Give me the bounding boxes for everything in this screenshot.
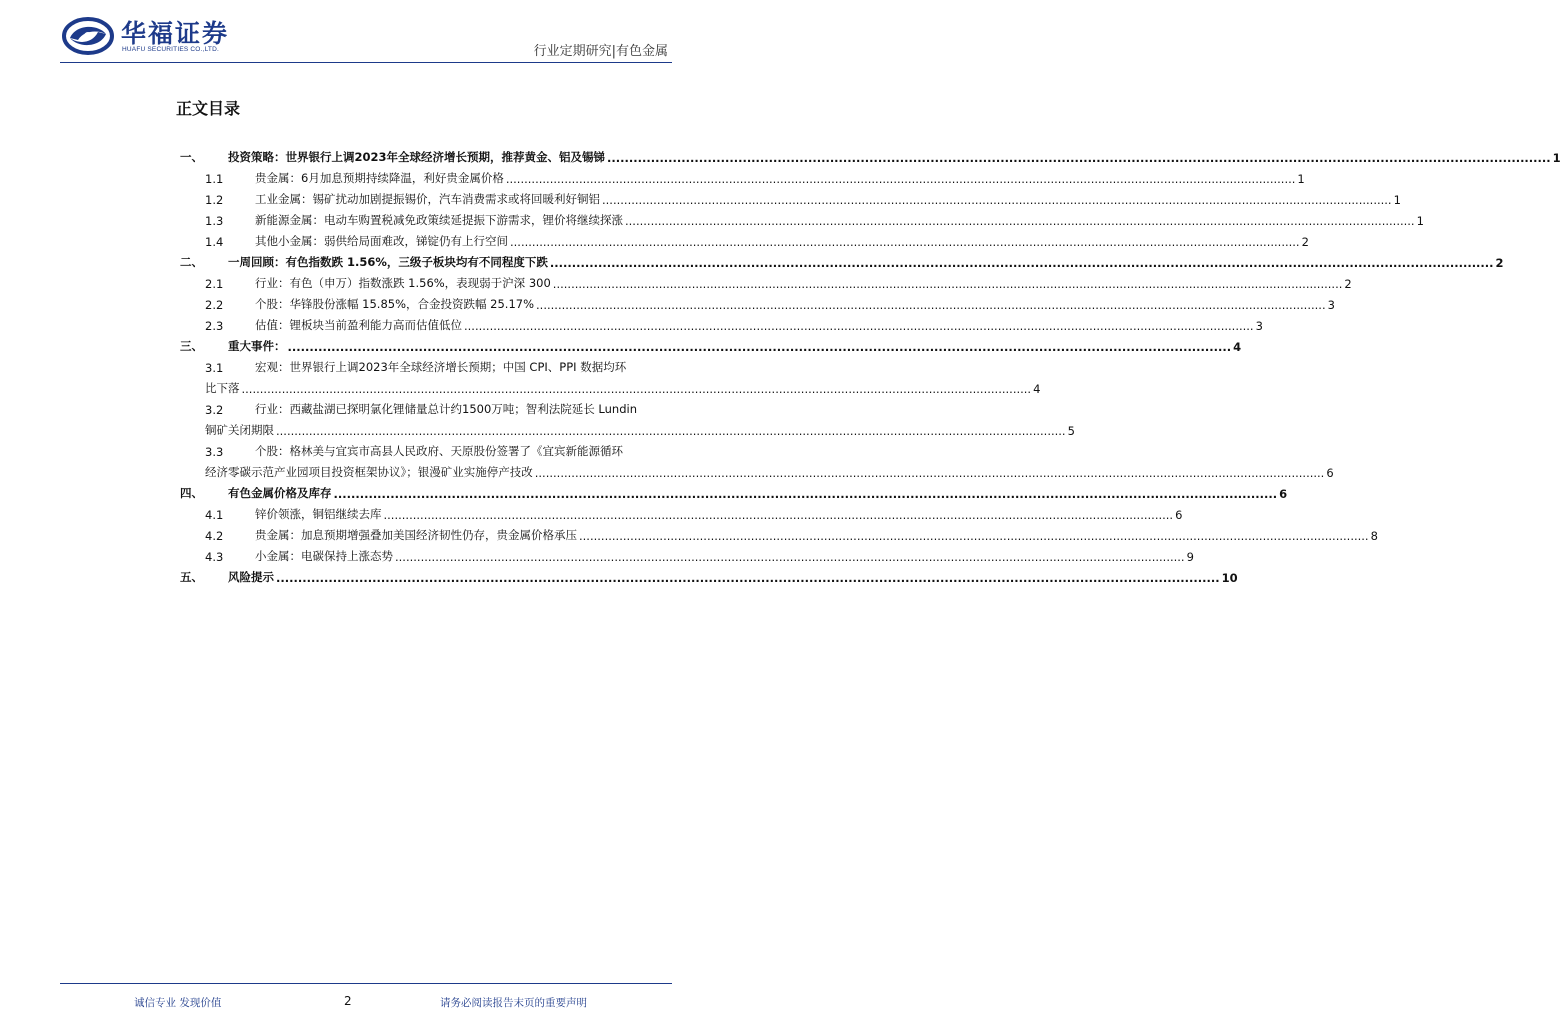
toc-entry-page: 10 — [1221, 571, 1238, 585]
toc-entry-page: 1 — [1297, 172, 1305, 186]
toc-leader-dots — [276, 571, 1220, 585]
toc-entry-text: 投资策略：世界银行上调2023年全球经济增长预期，推荐黄金、铝及锡锑 — [228, 150, 606, 164]
toc-entry-number: 2.2 — [205, 298, 224, 312]
toc-leader-dots — [579, 529, 1369, 543]
toc-leader-dots — [625, 214, 1415, 228]
toc-entry-text: 行业：有色（申万）指数涨跌 1.56%，表现弱于沪深 300 — [255, 276, 551, 290]
toc-leader-dots — [242, 382, 1032, 396]
toc-entry-number: 五、 — [180, 570, 203, 584]
header-divider — [60, 62, 672, 63]
toc-section-entry[interactable] — [180, 144, 1561, 165]
toc-entry[interactable] — [180, 228, 1309, 249]
toc-entry-page: 6 — [1279, 487, 1288, 501]
footer-page-number: 2 — [344, 994, 352, 1008]
toc-leader-dots — [384, 508, 1174, 522]
toc-leader-dots — [510, 235, 1300, 249]
toc-entry-text: 个股：华锋股份涨幅 15.85%，合金投资跌幅 25.17% — [255, 297, 535, 311]
toc-leader-dots — [464, 319, 1254, 333]
toc-entry-page: 8 — [1370, 529, 1378, 543]
toc-entry-number: 4.2 — [205, 529, 224, 543]
footer-divider — [60, 983, 672, 984]
toc-entry[interactable] — [180, 438, 1334, 480]
toc-leader-dots — [395, 550, 1185, 564]
page-header — [0, 0, 724, 64]
toc-section-entry[interactable] — [180, 333, 1242, 354]
toc-leader-dots — [334, 487, 1278, 501]
toc-entry-number: 1.4 — [205, 235, 224, 249]
toc-entry-page: 3 — [1327, 298, 1335, 312]
toc-entry-number: 二、 — [180, 255, 203, 269]
toc-entry[interactable] — [180, 291, 1335, 312]
toc-entry-number: 四、 — [180, 486, 203, 500]
toc-entry[interactable] — [180, 501, 1183, 522]
toc-entry-page: 2 — [1344, 277, 1352, 291]
toc-entry-text: 贵金属：6月加息预期持续降温，利好贵金属价格 — [255, 171, 504, 185]
toc-entry-number: 3.3 — [205, 445, 224, 459]
toc-leader-dots — [602, 193, 1392, 207]
toc-entry[interactable] — [180, 543, 1194, 564]
toc-entry-text: 其他小金属：弱供给局面难改，锑锭仍有上行空间 — [255, 234, 508, 248]
toc-entry-number: 一、 — [180, 150, 203, 164]
toc-entry-text: 风险提示 — [228, 570, 274, 584]
toc-entry-number: 4.3 — [205, 550, 224, 564]
toc-leader-dots — [553, 277, 1343, 291]
toc-entry-text: 有色金属价格及库存 — [228, 486, 332, 500]
toc-entry-page: 3 — [1255, 319, 1263, 333]
toc-entry-number: 3.2 — [205, 403, 224, 417]
toc-leader-dots — [288, 340, 1232, 354]
toc-entry-text-cont: 经济零碳示范产业园项目投资框架协议》；银漫矿业实施停产技改 — [205, 465, 533, 479]
toc-entry-text-cont: 铜矿关闭期限 — [205, 423, 274, 437]
toc-leader-dots — [535, 466, 1325, 480]
toc-entry[interactable] — [180, 522, 1378, 543]
toc-entry-page: 5 — [1067, 424, 1075, 438]
report-type-label: 行业定期研究|有色金属 — [533, 44, 668, 59]
toc-entry-number: 1.2 — [205, 193, 224, 207]
toc-entry-number: 1.3 — [205, 214, 224, 228]
toc-entry[interactable] — [180, 207, 1424, 228]
toc-entry-number: 3.1 — [205, 361, 224, 375]
toc-entry-page: 4 — [1233, 340, 1242, 354]
toc-entry-text: 小金属：电碳保持上涨态势 — [255, 549, 393, 563]
toc-entry-text: 重大事件： — [228, 339, 286, 353]
huafu-logo-icon — [62, 16, 114, 56]
toc-entry-number: 4.1 — [205, 508, 224, 522]
toc-entry-page: 4 — [1033, 382, 1041, 396]
table-of-contents — [180, 144, 1561, 585]
toc-section-entry[interactable] — [180, 249, 1504, 270]
toc-entry[interactable] — [180, 165, 1305, 186]
toc-entry-text: 工业金属：锡矿扰动加剧提振锡价，汽车消费需求或将回暖利好铜铝 — [255, 192, 600, 206]
toc-entry-text-cont: 比下落 — [205, 381, 240, 395]
brand-name-en: HUAFU SECURITIES CO.,LTD. — [122, 46, 219, 53]
footer-slogan: 诚信专业 发现价值 — [134, 997, 222, 1009]
toc-section-entry[interactable] — [180, 564, 1238, 585]
toc-entry-number: 2.1 — [205, 277, 224, 291]
toc-leader-dots — [276, 424, 1066, 438]
footer-disclaimer: 请务必阅读报告末页的重要声明 — [440, 997, 587, 1009]
toc-entry-text: 估值：锂板块当前盈利能力高而估值低位 — [255, 318, 462, 332]
toc-entry-number: 1.1 — [205, 172, 224, 186]
toc-entry-page: 1 — [1552, 151, 1561, 165]
brand-name-cn: 华福证券 — [121, 19, 230, 48]
toc-entry[interactable] — [180, 270, 1352, 291]
toc-entry-page: 6 — [1175, 508, 1183, 522]
toc-entry-number: 三、 — [180, 339, 203, 353]
toc-entry[interactable] — [180, 396, 1075, 438]
toc-entry-text: 新能源金属：电动车购置税减免政策续延提振下游需求，锂价将继续探涨 — [255, 213, 623, 227]
toc-leader-dots — [550, 256, 1494, 270]
toc-entry-text: 宏观：世界银行上调2023年全球经济增长预期；中国 CPI、PPI 数据均环 — [255, 360, 627, 374]
toc-entry[interactable] — [180, 354, 1041, 396]
toc-entry-text: 贵金属：加息预期增强叠加美国经济韧性仍存，贵金属价格承压 — [255, 528, 577, 542]
toc-entry-page: 1 — [1416, 214, 1424, 228]
toc-entry-page: 2 — [1301, 235, 1309, 249]
toc-entry-text: 行业：西藏盐湖已探明氯化锂储量总计约1500万吨；智利法院延长 Lundin — [255, 402, 637, 416]
toc-title: 正文目录 — [176, 99, 241, 118]
toc-leader-dots — [506, 172, 1296, 186]
toc-entry-page: 6 — [1326, 466, 1334, 480]
toc-entry[interactable] — [180, 186, 1401, 207]
toc-entry-text: 一周回顾：有色指数跌 1.56%，三级子板块均有不同程度下跌 — [228, 255, 548, 269]
toc-entry-page: 9 — [1186, 550, 1194, 564]
toc-entry-page: 1 — [1393, 193, 1401, 207]
toc-leader-dots — [536, 298, 1326, 312]
toc-leader-dots — [607, 151, 1551, 165]
toc-entry[interactable] — [180, 312, 1263, 333]
toc-entry-page: 2 — [1495, 256, 1504, 270]
toc-entry-text: 锌价领涨，铜铝继续去库 — [255, 507, 382, 521]
toc-section-entry[interactable] — [180, 480, 1288, 501]
toc-entry-text: 个股：格林美与宜宾市高县人民政府、天原股份签署了《宜宾新能源循环 — [255, 444, 623, 458]
toc-entry-number: 2.3 — [205, 319, 224, 333]
